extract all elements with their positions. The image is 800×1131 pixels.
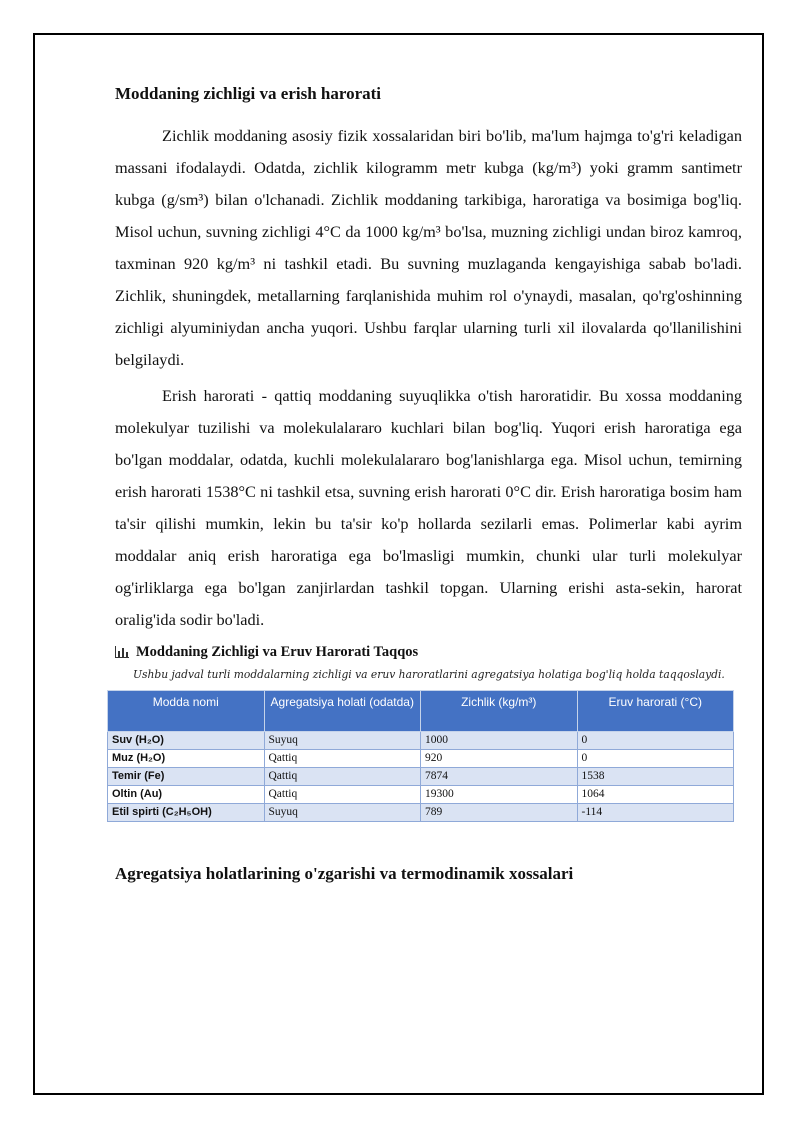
column-header: Zichlik (kg/m³) bbox=[421, 691, 578, 732]
cell-state: Qattiq bbox=[264, 768, 421, 786]
section-title-state-changes: Agregatsiya holatlarining o'zgarishi va termodinamik xossalari bbox=[115, 864, 574, 883]
bar-chart-icon bbox=[115, 646, 129, 658]
cell-melting-point: 0 bbox=[577, 750, 734, 768]
cell-state: Qattiq bbox=[264, 786, 421, 804]
comparison-table bbox=[107, 690, 734, 822]
table-caption bbox=[115, 642, 742, 662]
cell-density: 19300 bbox=[421, 786, 578, 804]
cell-density: 789 bbox=[421, 804, 578, 822]
cell-substance: Muz (H₂O) bbox=[108, 750, 265, 768]
table-row bbox=[108, 768, 734, 786]
cell-substance: Temir (Fe) bbox=[108, 768, 265, 786]
cell-state: Suyuq bbox=[264, 732, 421, 750]
cell-melting-point: -114 bbox=[577, 804, 734, 822]
cell-state: Qattiq bbox=[264, 750, 421, 768]
table-header-row bbox=[108, 691, 734, 732]
cell-melting-point: 1538 bbox=[577, 768, 734, 786]
cell-density: 7874 bbox=[421, 768, 578, 786]
table-row bbox=[108, 786, 734, 804]
section-title-density: Moddaning zichligi va erish harorati bbox=[115, 84, 382, 103]
cell-state: Suyuq bbox=[264, 804, 421, 822]
column-header: Modda nomi bbox=[108, 691, 265, 732]
column-header: Eruv harorati (°C) bbox=[577, 691, 734, 732]
cell-substance: Suv (H₂O) bbox=[108, 732, 265, 750]
paragraph-melting-point: Erish harorati - qattiq moddaning suyuqlikka o'tish haroratidir. Bu xossa moddaning molekulyar tuzilishi va molekulalararo kuchlari bilan bog'liq. Yuqori erish haroratiga ega bo'lgan moddalar, odatda, kuchli molekulalararo bog'lanishlarga ega. Misol uchun, temirning erish harorati 1538°C ni tashkil etsa, suvning erish harorati 0°C dir. Erish haroratiga bosim ham ta'sir qilishi mumkin, lekin bu ta'sir ko'p hollarda sezilarli emas. Polimerlar kabi ayrim moddalar aniq erish haroratiga ega bo'lmasligi mumkin, chunki ular turli molekulyar og'irliklarga ega bo'lgan zanjirlardan tashkil topgan. Ularning erishi asta-sekin, harorat oralig'ida sodir bo'ladi. bbox=[115, 386, 742, 629]
cell-substance: Oltin (Au) bbox=[108, 786, 265, 804]
cell-substance: Etil spirti (C₂H₅OH) bbox=[108, 804, 265, 822]
cell-melting-point: 1064 bbox=[577, 786, 734, 804]
document-content bbox=[112, 82, 742, 886]
cell-density: 1000 bbox=[421, 732, 578, 750]
paragraph-density: Zichlik moddaning asosiy fizik xossalaridan biri bo'lib, ma'lum hajmga to'g'ri keladigan massani ifodalaydi. Odatda, zichlik kilogramm metr kubga (kg/m³) yoki gramm santimetr kubga (g/sm³) bilan o'lchanadi. Zichlik moddaning tarkibiga, haroratiga va bosimiga bog'liq. Misol uchun, suvning zichligi 4°C da 1000 kg/m³ bo'lsa, muzning zichligi undan biroz kamroq, taxminan 920 kg/m³ ni tashkil etadi. Bu suvning muzlaganda kengayishiga sabab bo'ladi. Zichlik, shuningdek, metallarning farqlanishida muhim rol o'ynaydi, masalan, qo'rg'oshinning zichligi alyuminiydan ancha yuqori. Ushbu farqlar ularning turli xil ilovalarda qo'llanilishini belgilaydi. bbox=[115, 126, 742, 369]
table-row bbox=[108, 804, 734, 822]
table-description: Ushbu jadval turli moddalarning zichligi va eruv haroratlarini agregatsiya holatiga bog'liq holda taqqoslaydi. bbox=[133, 668, 725, 681]
column-header: Agregatsiya holati (odatda) bbox=[264, 691, 421, 732]
table-caption-text: Moddaning Zichligi va Eruv Harorati Taqqos bbox=[136, 644, 419, 660]
cell-density: 920 bbox=[421, 750, 578, 768]
table-row bbox=[108, 750, 734, 768]
cell-melting-point: 0 bbox=[577, 732, 734, 750]
table-row bbox=[108, 732, 734, 750]
